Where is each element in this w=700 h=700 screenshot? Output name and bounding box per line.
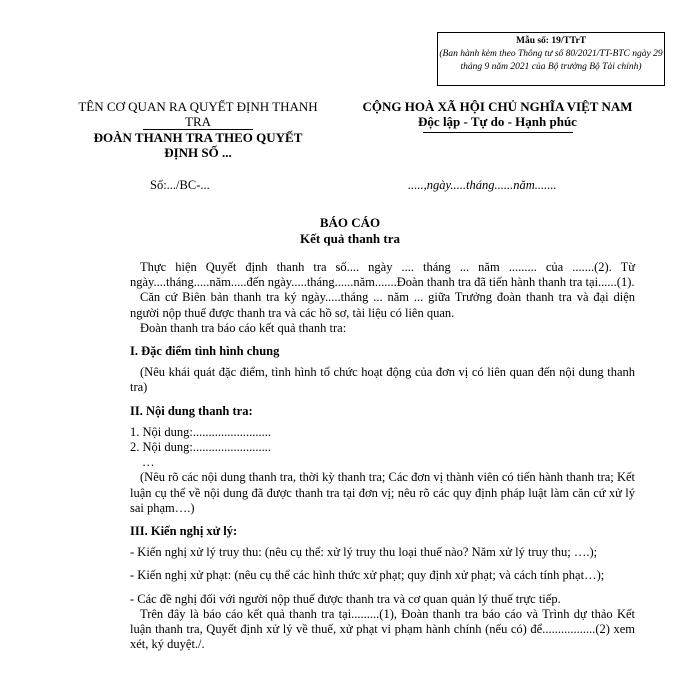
title-sub: Kết quả thanh tra xyxy=(299,231,401,246)
agency-name: TÊN CƠ QUAN RA QUYẾT ĐỊNH THANH TRA xyxy=(78,99,318,129)
paragraph-report-lead: Đoàn thanh tra báo cáo kết quả thanh tra: xyxy=(140,320,347,335)
section-2-item-2: 2. Nội dung:......................... xyxy=(130,440,271,455)
inspection-team-name: ĐOÀN THANH TRA THEO QUYẾT ĐỊNH SỐ ... xyxy=(93,130,303,160)
motto-underline xyxy=(423,132,573,133)
section-3-bullet-1: - Kiến nghị xử lý truy thu: (nêu cụ thể: xử lý truy thu loại thuế nào? Năm xử lý truy thu; ….); xyxy=(130,545,598,560)
document-title xyxy=(0,215,700,247)
form-issuance-note: (Ban hành kèm theo Thông tư số 80/2021/TT-BTC ngày 29 tháng 9 năm 2021 của Bộ trưởng Bộ Tài chính) xyxy=(439,49,663,72)
document-body xyxy=(130,260,635,652)
paragraph-basis: Căn cứ Biên bản thanh tra ký ngày.....tháng ... năm ... giữa Trưởng đoàn thanh tra và đại diện người nộp thuế được thanh tra và các hồ sơ, tài liệu có liên quan. xyxy=(130,290,635,320)
national-motto: Độc lập - Tự do - Hạnh phúc xyxy=(418,114,577,129)
issuing-agency-header xyxy=(78,99,318,160)
section-2-ellipsis: … xyxy=(142,455,155,470)
section-2-text: (Nêu rõ các nội dung thanh tra, thời kỳ thanh tra; Các đơn vị thành viên có tiến hành thanh tra; Kết luận cụ thể về nội dung đã được thanh tra tại đơn vị; nêu rõ các quy định pháp luật làm căn cứ xử lý sai phạm….) xyxy=(130,470,635,515)
section-2-heading: II. Nội dung thanh tra: xyxy=(130,403,253,418)
section-3-bullet-2: - Kiến nghị xử phạt: (nêu cụ thể các hình thức xử phạt; quy định xử phạt; và cách tính phạt…); xyxy=(130,568,605,583)
paragraph-closing: Trên đây là báo cáo kết quả thanh tra tại.........(1), Đoàn thanh tra báo cáo và Trình dự thảo Kết luận thanh tra, Quyết định xử lý về thuế, xử phạt vi phạm hành chính (nếu có) để.................(2) xem xét, ký duyệt./. xyxy=(130,606,635,652)
section-2-item-1: 1. Nội dung:......................... xyxy=(130,424,271,439)
document-number: Số:.../BC-... xyxy=(150,178,210,192)
section-1-heading: I. Đặc điểm tình hình chung xyxy=(130,344,280,359)
country-name: CỘNG HOÀ XÃ HỘI CHỦ NGHĨA VIỆT NAM xyxy=(362,99,633,114)
section-3-bullet-3: - Các đề nghị đối với người nộp thuế được thanh tra và cơ quan quản lý thuế trực tiếp. xyxy=(130,591,561,606)
national-header xyxy=(330,99,665,133)
form-code: Mẫu số: 19/TTrT xyxy=(515,36,587,46)
paragraph-intro: Thực hiện Quyết định thanh tra số.... ngày .... tháng ... năm ......... của .......(2). Từ ngày....tháng.....năm.....đến ngày.....tháng......năm.......Đoàn thanh tra đã tiến hành thanh tra tại......(1). xyxy=(130,260,635,290)
section-1-text: (Nêu khái quát đặc điểm, tình hình tổ chức hoạt động của đơn vị có liên quan đến nội dung thanh tra) xyxy=(130,365,635,395)
document-date: .....,ngày.....tháng......năm....... xyxy=(408,178,557,192)
title-main: BÁO CÁO xyxy=(319,215,381,230)
form-number-box xyxy=(437,32,665,86)
section-3-heading: III. Kiến nghị xử lý: xyxy=(130,524,238,539)
